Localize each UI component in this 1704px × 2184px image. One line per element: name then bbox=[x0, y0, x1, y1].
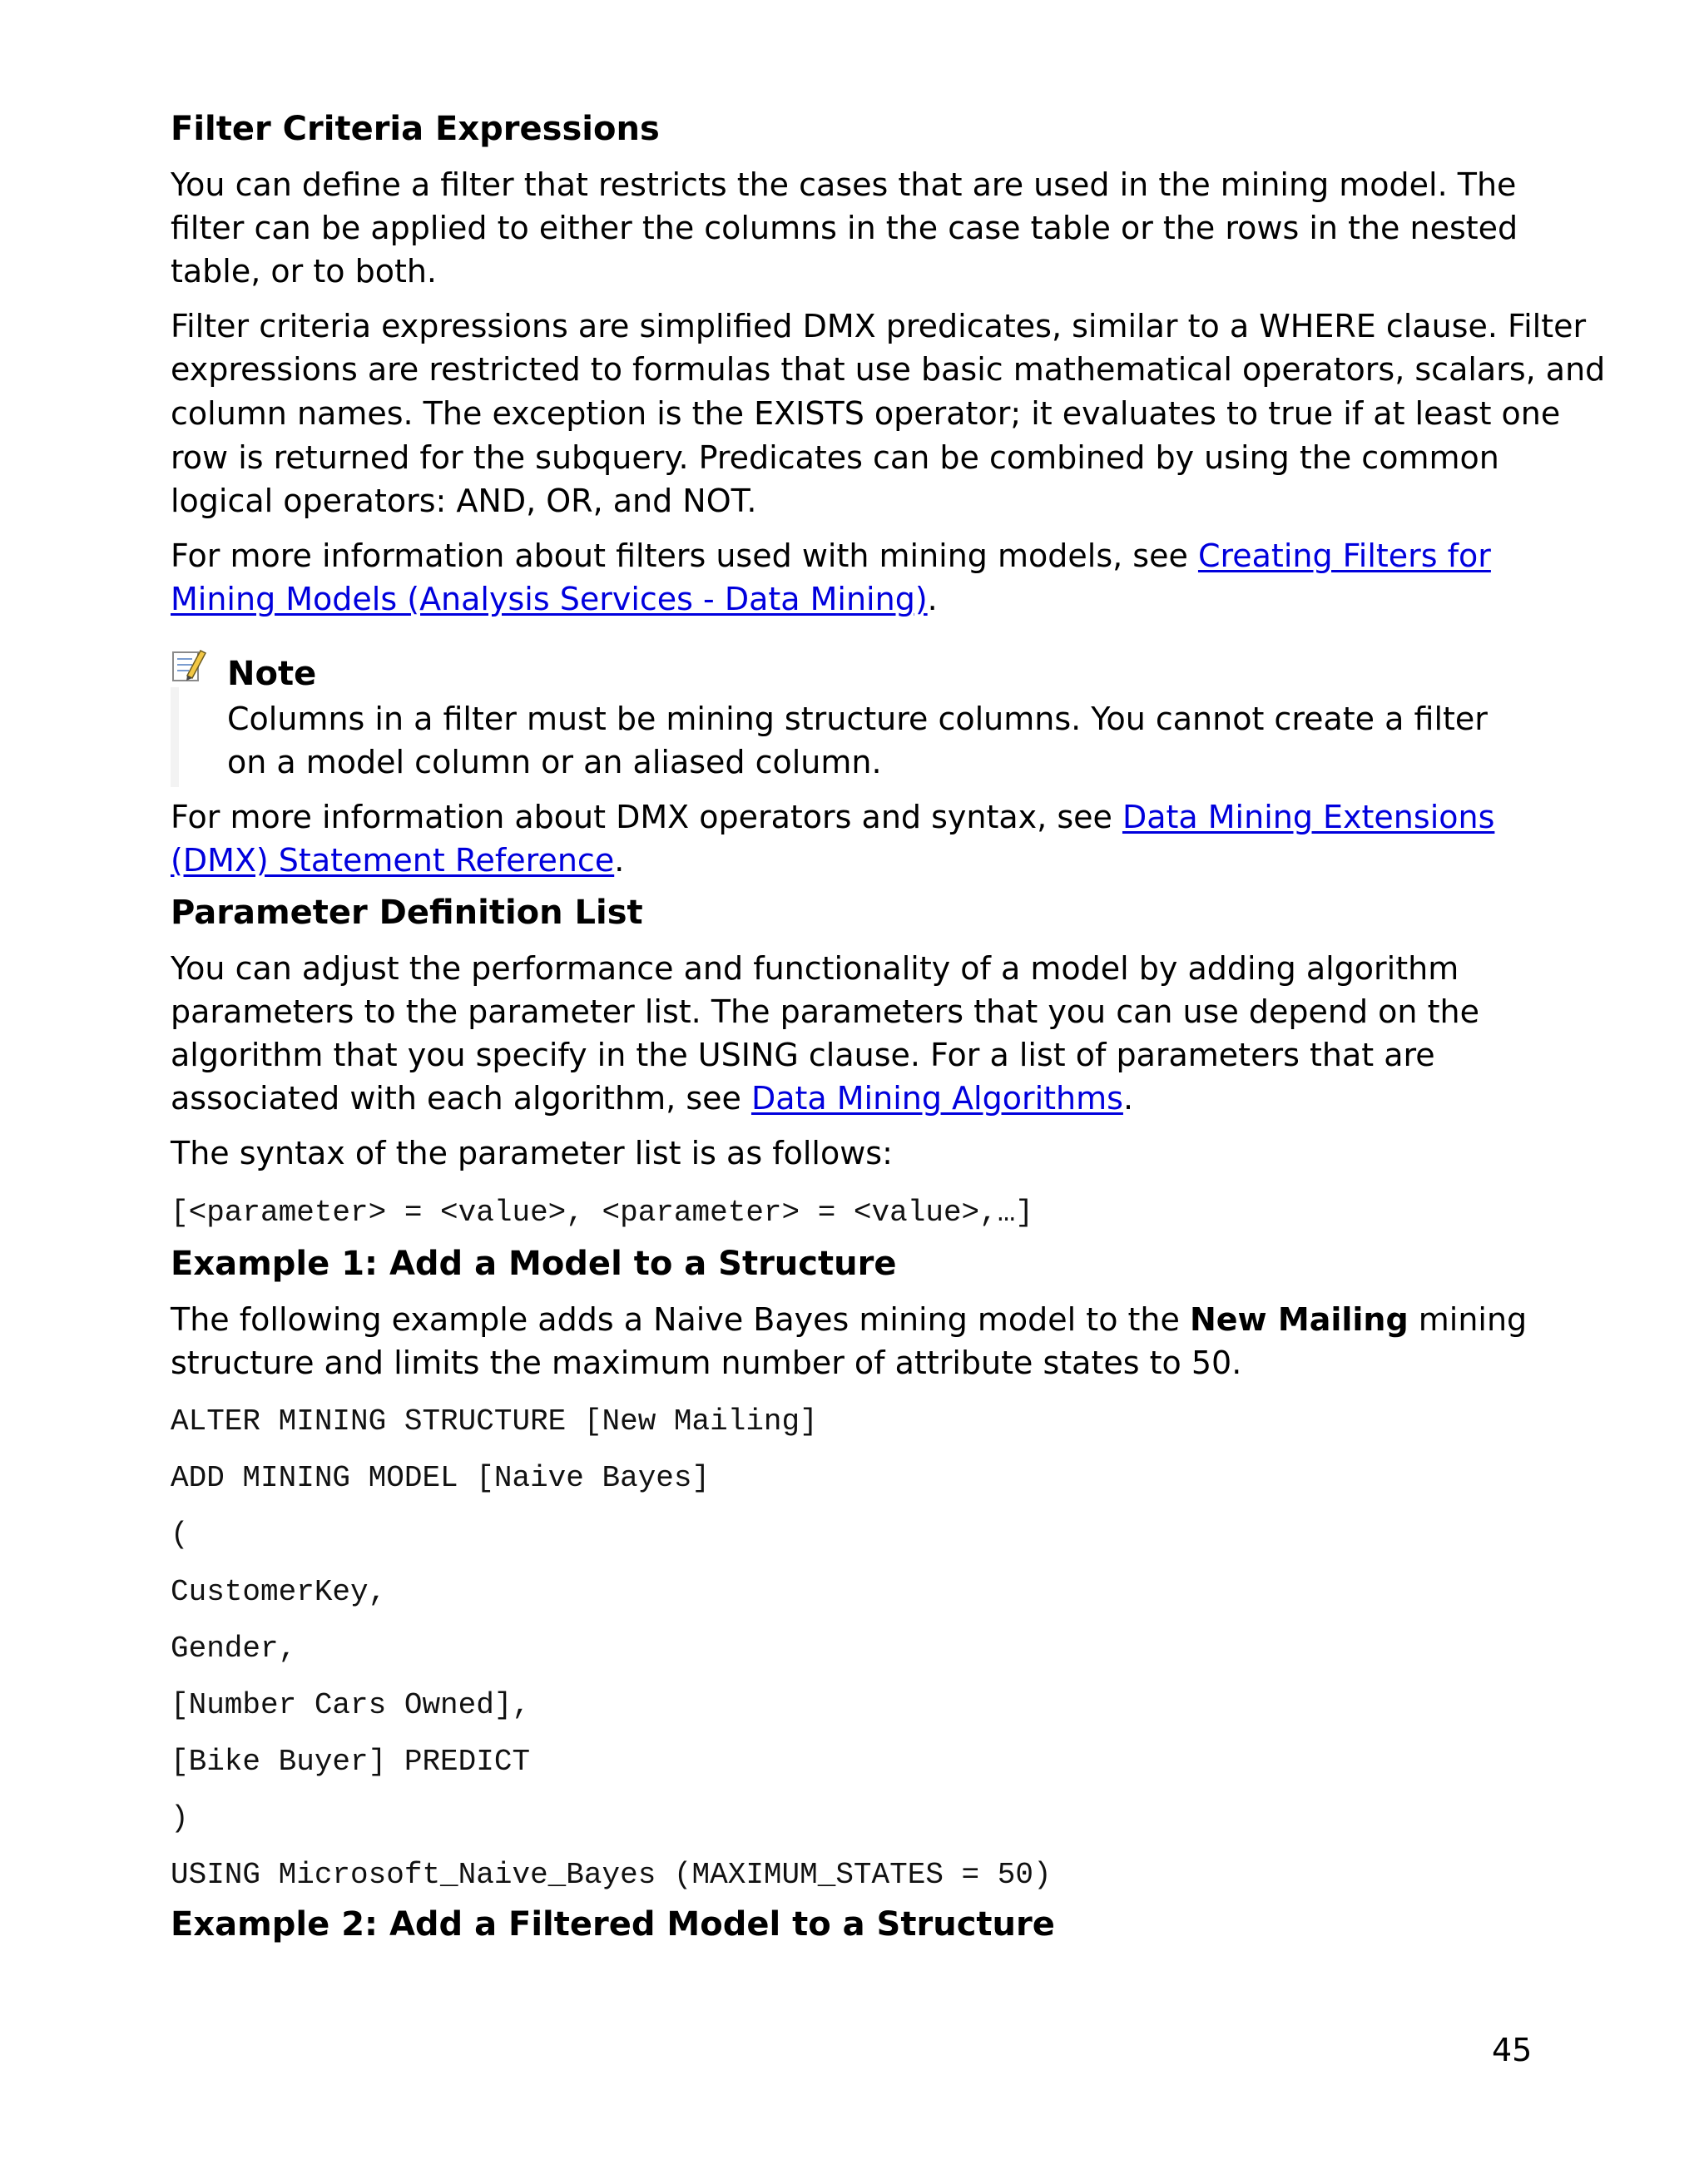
heading-example-1: Example 1: Add a Model to a Structure bbox=[171, 1245, 897, 1283]
link-creating-filters-cont[interactable]: Mining Models (Analysis Services - Data Mining) bbox=[171, 581, 928, 617]
note-sidebar bbox=[171, 687, 179, 787]
code-line: ALTER MINING STRUCTURE [New Mailing] bbox=[171, 1404, 818, 1439]
note-pencil-icon bbox=[171, 647, 207, 684]
link-dmx-reference[interactable]: Data Mining Extensions bbox=[1122, 799, 1495, 835]
code-syntax: [<parameter> = <value>, <parameter> = <value>,…] bbox=[171, 1196, 1033, 1230]
text: mining bbox=[1408, 1301, 1528, 1338]
paragraph-line: table, or to both. bbox=[171, 253, 438, 290]
paragraph-line: algorithm that you specify in the USING clause. For a list of parameters that are bbox=[171, 1037, 1435, 1073]
paragraph-line: expressions are restricted to formulas that use basic mathematical operators, scalars, and bbox=[171, 351, 1606, 388]
paragraph-line: Filter criteria expressions are simplified DMX predicates, similar to a WHERE clause. Filter bbox=[171, 308, 1587, 344]
note-title: Note bbox=[227, 655, 317, 693]
text: associated with each algorithm, see bbox=[171, 1080, 751, 1117]
paragraph-line bbox=[171, 1298, 1527, 1342]
paragraph-line: parameters to the parameter list. The parameters that you can use depend on the bbox=[171, 993, 1479, 1030]
note-line: Columns in a filter must be mining structure columns. You cannot create a filter bbox=[227, 701, 1488, 737]
text: . bbox=[1122, 1080, 1134, 1117]
code-line: [Number Cars Owned], bbox=[171, 1688, 531, 1722]
code-line: Gender, bbox=[171, 1632, 297, 1666]
paragraph-line bbox=[171, 839, 624, 883]
paragraph-line bbox=[171, 577, 938, 622]
link-creating-filters[interactable]: Creating Filters for bbox=[1197, 537, 1491, 574]
heading-example-2: Example 2: Add a Filtered Model to a Structure bbox=[171, 1905, 1055, 1944]
text: For more information about DMX operators and syntax, see bbox=[171, 799, 1122, 835]
link-dmx-reference-cont[interactable]: (DMX) Statement Reference bbox=[171, 842, 615, 879]
paragraph-line bbox=[171, 795, 1494, 839]
paragraph-line bbox=[171, 534, 1491, 578]
heading-filter-criteria: Filter Criteria Expressions bbox=[171, 110, 660, 148]
paragraph-line: You can define a filter that restricts the cases that are used in the mining model. The bbox=[171, 166, 1517, 203]
code-line: [Bike Buyer] PREDICT bbox=[171, 1745, 531, 1779]
paragraph-line: column names. The exception is the EXISTS operator; it evaluates to true if at least one bbox=[171, 395, 1561, 432]
code-line: CustomerKey, bbox=[171, 1575, 387, 1609]
text: For more information about filters used with mining models, see bbox=[171, 537, 1198, 574]
paragraph-line: row is returned for the subquery. Predicates can be combined by using the common bbox=[171, 439, 1499, 476]
paragraph-line: You can adjust the performance and functionality of a model by adding algorithm bbox=[171, 950, 1459, 987]
text: . bbox=[927, 581, 938, 617]
heading-parameter-definition: Parameter Definition List bbox=[171, 894, 643, 932]
note-line: on a model column or an aliased column. bbox=[227, 744, 882, 780]
link-data-mining-algorithms[interactable]: Data Mining Algorithms bbox=[750, 1080, 1123, 1117]
paragraph-line: structure and limits the maximum number of attribute states to 50. bbox=[171, 1345, 1242, 1381]
paragraph-line: filter can be applied to either the columns in the case table or the rows in the nested bbox=[171, 210, 1518, 246]
paragraph-line: logical operators: AND, OR, and NOT. bbox=[171, 483, 757, 519]
code-line: ADD MINING MODEL [Naive Bayes] bbox=[171, 1461, 711, 1495]
code-line: USING Microsoft_Naive_Bayes (MAXIMUM_STATES = 50) bbox=[171, 1858, 1052, 1892]
code-line: ( bbox=[171, 1518, 189, 1552]
code-line: ) bbox=[171, 1801, 189, 1835]
text: . bbox=[614, 842, 625, 879]
text: The following example adds a Naive Bayes mining model to the bbox=[171, 1301, 1190, 1338]
paragraph-line: The syntax of the parameter list is as follows: bbox=[171, 1135, 893, 1171]
bold-structure-name: New Mailing bbox=[1189, 1301, 1409, 1338]
paragraph-line bbox=[171, 1077, 1133, 1121]
page-number: 45 bbox=[1492, 2032, 1533, 2068]
